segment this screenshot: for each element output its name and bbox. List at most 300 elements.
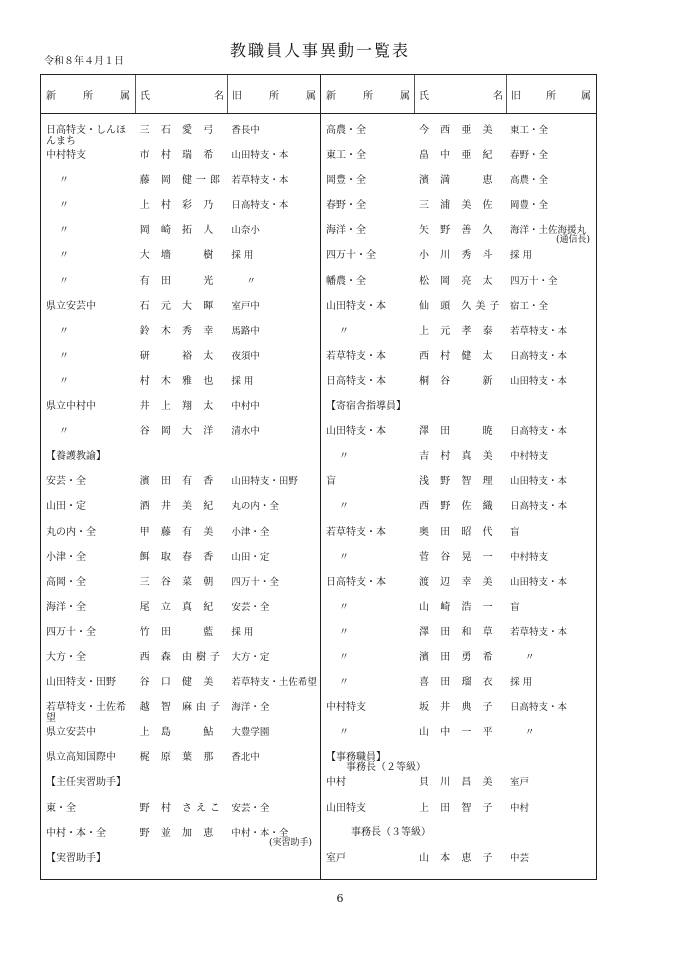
table-row (41, 426, 320, 451)
new-affiliation: 四万十・全 (326, 250, 376, 262)
section-heading (321, 401, 598, 426)
new-affiliation: 中村特支 (46, 150, 86, 162)
table-row (321, 175, 598, 200)
person-name: 谷 口 健 美 (139, 677, 218, 689)
new-affiliation: 山田特支・田野 (46, 677, 116, 689)
table-row (321, 426, 598, 451)
table-row (321, 652, 598, 677)
old-affiliation-text: 清水中 (231, 426, 260, 438)
table-row (41, 476, 320, 501)
old-affiliation-text: 若草特支・本 (510, 626, 568, 638)
person-name: 越 智 麻由子 (139, 702, 225, 714)
table-row (41, 677, 320, 702)
old-affiliation (226, 652, 320, 663)
old-affiliation-text: 山奈小 (231, 225, 260, 237)
person-name: 岡 崎 拓 人 (139, 225, 218, 237)
table-row (321, 602, 598, 627)
old-affiliation (226, 602, 320, 613)
old-affiliation-text: 盲 (510, 601, 520, 613)
person-name: 畠 中 亜 紀 (419, 150, 497, 162)
page-number: 6 (336, 892, 344, 905)
table-row (41, 250, 320, 275)
old-affiliation-text: 大豊学園 (231, 727, 270, 739)
section-subtitle: 事務長（２等級） (346, 762, 426, 774)
old-affiliation (505, 627, 598, 638)
new-affiliation: 安芸・全 (46, 476, 86, 488)
person-name: 坂 井 典 子 (419, 702, 497, 714)
old-affiliation (226, 476, 320, 487)
person-name: 渡 辺 幸 美 (419, 576, 497, 588)
person-name: 吉 村 真 美 (419, 451, 497, 463)
old-affiliation (505, 426, 598, 437)
new-affiliation: 〃 (339, 451, 349, 463)
old-affiliation (505, 677, 598, 688)
new-affiliation: 海洋・全 (326, 225, 366, 237)
old-affiliation (226, 527, 320, 538)
old-affiliation-text: 盲 (510, 526, 520, 538)
person-name: 市 村 瑞 希 (139, 150, 218, 162)
new-affiliation: 中村特支 (326, 702, 366, 714)
new-affiliation: 〃 (339, 551, 349, 563)
new-affiliation: 〃 (339, 501, 349, 513)
person-name: 上 田 智 子 (419, 802, 497, 814)
header-old-affiliation: 旧 所 属 (232, 91, 316, 102)
section-title: 【事務職員】 (326, 752, 386, 764)
person-name: 西 森 由樹子 (139, 651, 225, 663)
person-name: 濱 満 恵 (419, 175, 497, 187)
old-affiliation (226, 125, 320, 136)
new-affiliation: 大方・全 (46, 651, 86, 663)
person-name: 大 墻 樹 (139, 250, 218, 262)
old-affiliation (226, 702, 320, 713)
table-row (41, 125, 320, 150)
old-affiliation-text: 馬路中 (231, 325, 260, 337)
old-affiliation-text: 採 用 (231, 375, 254, 387)
table-row (321, 777, 598, 802)
person-name: 今 西 亜 美 (419, 125, 497, 136)
new-affiliation: 〃 (59, 325, 69, 337)
section-title: 【実習助手】 (46, 852, 106, 864)
new-affiliation: 〃 (59, 375, 69, 387)
table-row (41, 803, 320, 828)
table-row (321, 803, 598, 828)
old-affiliation-text: 中芸 (510, 852, 530, 864)
old-affiliation-text: 安芸・全 (231, 601, 270, 613)
new-affiliation: 盲 (326, 476, 336, 488)
person-name: 甲 藤 有 美 (139, 526, 218, 538)
new-affiliation: 〃 (59, 426, 69, 438)
person-name: 梶 原 葉 那 (139, 752, 218, 764)
person-name: 鈴 木 秀 幸 (139, 325, 218, 337)
header-new-affiliation: 新 所 属 (46, 91, 130, 102)
old-affiliation (226, 677, 320, 688)
old-affiliation (505, 200, 598, 211)
old-affiliation (226, 225, 320, 236)
old-affiliation (505, 150, 598, 161)
table-row (41, 577, 320, 602)
old-affiliation (505, 326, 598, 337)
section-heading (321, 752, 598, 777)
old-affiliation-text: 宿工・全 (510, 300, 549, 312)
old-affiliation-text: 中村 (510, 802, 530, 814)
new-affiliation: 中村 (326, 777, 346, 789)
person-name: 小 川 秀 斗 (419, 250, 497, 262)
old-affiliation (226, 401, 320, 412)
new-affiliation: 岡豊・全 (326, 175, 366, 187)
old-affiliation (226, 376, 320, 387)
table-row (321, 476, 598, 501)
old-affiliation-text: 小津・全 (231, 526, 270, 538)
person-name: 三 谷 菜 朝 (139, 576, 218, 588)
old-affiliation (226, 150, 320, 161)
old-affiliation (505, 276, 598, 287)
old-affiliation (505, 552, 598, 563)
old-affiliation-text: 中村・本・全 (231, 827, 289, 839)
table-row (321, 301, 598, 326)
old-affiliation (226, 752, 320, 763)
new-affiliation: 〃 (339, 325, 349, 337)
old-affiliation (226, 250, 320, 261)
person-name: 有 田 光 (139, 275, 218, 287)
new-affiliation: 県立安芸中 (46, 300, 96, 312)
table-row (41, 752, 320, 777)
personnel-table (40, 74, 597, 880)
old-affiliation (226, 351, 320, 362)
table-row (321, 150, 598, 175)
old-affiliation (505, 652, 598, 663)
old-affiliation-text: 中村特支 (510, 551, 549, 563)
table-row (321, 225, 598, 250)
person-name: 西 野 佐 織 (419, 501, 497, 513)
col-divider (414, 75, 415, 113)
table-row (321, 702, 598, 727)
table-row (321, 853, 598, 878)
old-affiliation (505, 225, 598, 245)
table-row (41, 652, 320, 677)
old-affiliation (505, 376, 598, 387)
person-name: 奥 田 昭 代 (419, 526, 497, 538)
person-name: 西 村 健 太 (419, 350, 497, 362)
person-name: 野 村 さえこ (139, 802, 225, 814)
old-affiliation (505, 351, 598, 362)
new-affiliation: 〃 (339, 601, 349, 613)
table-row (41, 150, 320, 175)
old-affiliation-text: 採 用 (231, 250, 254, 262)
old-affiliation-text: 若草特支・本 (510, 325, 568, 337)
table-row (41, 501, 320, 526)
old-affiliation-text: 中村中 (231, 401, 260, 413)
person-name: 濱 田 有 香 (139, 476, 218, 488)
person-name: 浅 野 智 理 (419, 476, 497, 488)
new-affiliation: 〃 (339, 727, 349, 739)
role-note: (実習助手) (268, 837, 313, 848)
person-name: 井 上 翔 太 (139, 401, 218, 413)
table-row (321, 326, 598, 351)
new-affiliation: 〃 (59, 350, 69, 362)
new-affiliation: 東・全 (46, 802, 76, 814)
old-affiliation (505, 602, 598, 613)
old-affiliation-text: 採 用 (510, 250, 533, 262)
section-subtitle: 事務長（３等級） (351, 826, 431, 838)
section-heading (41, 777, 320, 802)
new-affiliation: 県立安芸中 (46, 727, 96, 739)
old-affiliation-text: 日高特支・本 (510, 350, 568, 362)
section-title: 【主任実習助手】 (46, 777, 126, 789)
old-affiliation-text: 夜須中 (231, 350, 260, 362)
person-name: 矢 野 善 久 (419, 225, 497, 237)
col-divider (506, 75, 507, 113)
person-name: 桐 谷 新 (419, 375, 497, 387)
old-affiliation (226, 175, 320, 186)
table-row (41, 627, 320, 652)
header-name-right: 氏 名 (419, 91, 503, 102)
new-affiliation: 春野・全 (326, 200, 366, 212)
person-name: 仙 頭 久美子 (419, 300, 504, 312)
old-affiliation-text: 山田特支・本 (231, 150, 289, 162)
old-affiliation-text: 採 用 (231, 626, 254, 638)
page-title: 教職員人事異動一覧表 (230, 41, 411, 60)
new-affiliation: 〃 (339, 651, 349, 663)
old-affiliation-text: 〃 (524, 727, 535, 739)
old-affiliation-text: 室戸中 (231, 300, 260, 312)
person-name: 澤 田 暁 (419, 426, 497, 438)
old-affiliation-text: 若草特支・本 (231, 175, 289, 187)
old-affiliation (505, 527, 598, 538)
new-affiliation: 日高特支・本 (326, 375, 386, 387)
old-affiliation (226, 200, 320, 211)
person-name: 山 崎 浩 一 (419, 601, 497, 613)
old-affiliation (226, 828, 320, 848)
col-divider (135, 75, 136, 113)
table-row (41, 200, 320, 225)
person-name: 三 石 愛 弓 (139, 125, 218, 136)
table-row (41, 401, 320, 426)
old-affiliation (226, 501, 320, 512)
new-affiliation: 四万十・全 (46, 626, 96, 638)
old-affiliation-text: 香長中 (231, 125, 260, 136)
person-name: 澤 田 和 草 (419, 626, 497, 638)
old-affiliation (505, 803, 598, 814)
table-row (321, 577, 598, 602)
new-affiliation: 東工・全 (326, 150, 366, 162)
table-row (41, 175, 320, 200)
old-affiliation (505, 501, 598, 512)
new-affiliation: 室戸 (326, 852, 346, 864)
old-affiliation (226, 301, 320, 312)
new-affiliation: 若草特支・本 (326, 350, 386, 362)
table-row (321, 276, 598, 301)
old-affiliation-text: 大方・定 (231, 651, 270, 663)
new-affiliation: 若草特支・本 (326, 526, 386, 538)
new-affiliation: 中村・本・全 (46, 827, 106, 839)
old-affiliation (505, 301, 598, 312)
person-name: 喜 田 瑠 衣 (419, 677, 497, 689)
old-affiliation (226, 276, 320, 287)
old-affiliation-text: 四万十・全 (510, 275, 558, 287)
person-name: 酒 井 美 紀 (139, 501, 218, 513)
header-name: 氏 名 (140, 91, 224, 102)
person-name: 濱 田 勇 希 (419, 651, 497, 663)
table-row (41, 828, 320, 853)
new-affiliation: 〃 (59, 225, 69, 237)
old-affiliation-text: 海洋・全 (231, 702, 270, 714)
table-row (41, 351, 320, 376)
left-column (41, 125, 320, 878)
old-affiliation (505, 175, 598, 186)
col-divider (227, 75, 228, 113)
old-affiliation-text: 日高特支・本 (231, 200, 289, 212)
header-old-affiliation-right: 旧 所 属 (511, 91, 591, 102)
table-row (41, 702, 320, 727)
new-affiliation: 海洋・全 (46, 601, 86, 613)
header-divider (41, 113, 596, 114)
old-affiliation (505, 727, 598, 738)
old-affiliation-text: 四万十・全 (231, 576, 279, 588)
table-row (321, 552, 598, 577)
person-name: 貝 川 昌 美 (419, 777, 497, 789)
old-affiliation-text: 香北中 (231, 752, 260, 764)
table-row (41, 225, 320, 250)
old-affiliation (505, 125, 598, 136)
section-heading (41, 451, 320, 476)
table-row (41, 727, 320, 752)
section-title: 【寄宿舎指導員】 (326, 401, 406, 413)
table-row (321, 677, 598, 702)
table-row (321, 451, 598, 476)
table-row (321, 125, 598, 150)
person-name: 菅 谷 晃 一 (419, 551, 497, 563)
new-affiliation: 〃 (59, 275, 69, 287)
person-name: 研 裕 太 (139, 350, 218, 362)
table-row (41, 602, 320, 627)
new-affiliation: 高岡・全 (46, 576, 86, 588)
table-row (321, 727, 598, 752)
person-name: 山 本 恵 子 (419, 852, 497, 864)
new-affiliation: 高農・全 (326, 125, 366, 136)
table-row (321, 627, 598, 652)
new-affiliation: 日高特支・本 (326, 576, 386, 588)
new-affiliation: 〃 (339, 626, 349, 638)
new-affiliation: 幡農・全 (326, 275, 366, 287)
new-affiliation: 〃 (339, 677, 349, 689)
person-name: 谷 岡 大 洋 (139, 426, 218, 438)
old-affiliation (505, 853, 598, 864)
old-affiliation-text: 日高特支・本 (510, 501, 568, 513)
new-affiliation: 小津・全 (46, 551, 86, 563)
old-affiliation (505, 777, 598, 788)
old-affiliation-text: 若草特支・土佐希望 (231, 677, 317, 689)
person-name: 竹 田 藍 (139, 626, 218, 638)
old-affiliation (226, 326, 320, 337)
old-affiliation (226, 426, 320, 437)
new-affiliation: 若草特支・土佐希望 (46, 702, 126, 725)
right-column (321, 125, 598, 878)
old-affiliation-text: 山田・定 (231, 551, 270, 563)
person-name: 松 岡 亮 太 (419, 275, 497, 287)
person-name: 野 並 加 恵 (139, 827, 218, 839)
old-affiliation-text: 山田特支・田野 (231, 476, 298, 488)
person-name: 上 村 彩 乃 (139, 200, 218, 212)
old-affiliation (505, 451, 598, 462)
new-affiliation: 丸の内・全 (46, 526, 96, 538)
old-affiliation (226, 727, 320, 738)
section-heading (321, 828, 598, 853)
issue-date: 令和８年４月１日 (44, 56, 124, 67)
old-affiliation (505, 702, 598, 713)
old-affiliation-text: 室戸 (510, 777, 530, 789)
old-affiliation-text: 日高特支・本 (510, 702, 568, 714)
old-affiliation-text: 春野・全 (510, 150, 549, 162)
old-affiliation-text: 丸の内・全 (231, 501, 279, 513)
table-row (41, 301, 320, 326)
old-affiliation-text: 山田特支・本 (510, 576, 568, 588)
old-affiliation-text: 採 用 (510, 677, 533, 689)
table-row (41, 326, 320, 351)
new-affiliation: 山田特支・本 (326, 300, 386, 312)
person-name: 上 元 孝 泰 (419, 325, 497, 337)
old-affiliation (505, 577, 598, 588)
old-affiliation-text: 〃 (246, 275, 256, 287)
old-affiliation-text: 山田特支・本 (510, 375, 568, 387)
old-affiliation-text: 日高特支・本 (510, 426, 568, 438)
table-row (321, 200, 598, 225)
person-name: 餌 取 春 香 (139, 551, 218, 563)
old-affiliation (226, 803, 320, 814)
old-affiliation-text: 山田特支・本 (510, 476, 568, 488)
person-name: 尾 立 真 紀 (139, 601, 218, 613)
old-affiliation-text: 〃 (524, 651, 535, 663)
new-affiliation: 山田特支・本 (326, 426, 386, 438)
table-row (321, 376, 598, 401)
role-note: (通信長) (555, 235, 591, 246)
person-name: 村 木 雅 也 (139, 375, 218, 387)
old-affiliation (226, 577, 320, 588)
table-row (321, 527, 598, 552)
person-name: 上 島 鮎 (139, 727, 218, 739)
section-title: 【養護教諭】 (46, 451, 106, 463)
new-affiliation: 山田・定 (46, 501, 86, 513)
old-affiliation-text: 岡豊・全 (510, 200, 549, 212)
new-affiliation: 県立高知国際中 (46, 752, 116, 764)
table-row (41, 527, 320, 552)
table-row (41, 376, 320, 401)
old-affiliation (226, 552, 320, 563)
old-affiliation-text: 中村特支 (510, 451, 549, 463)
table-row (321, 351, 598, 376)
new-affiliation: 山田特支 (326, 802, 366, 814)
new-affiliation: 〃 (59, 175, 69, 187)
new-affiliation: 〃 (59, 200, 69, 212)
old-affiliation (505, 476, 598, 487)
new-affiliation: 〃 (59, 250, 69, 262)
old-affiliation-text: 海洋・土佐海援丸 (510, 225, 587, 237)
old-affiliation (505, 250, 598, 261)
person-name: 石 元 大 暉 (139, 300, 218, 312)
table-row (321, 501, 598, 526)
section-heading (41, 853, 320, 878)
new-affiliation: 日高特支・しんほんまち (46, 125, 126, 147)
old-affiliation-text: 東工・全 (510, 125, 549, 136)
table-row (41, 552, 320, 577)
old-affiliation (226, 627, 320, 638)
person-name: 藤 岡 健一郎 (139, 175, 225, 187)
table-row (41, 276, 320, 301)
new-affiliation: 県立中村中 (46, 401, 96, 413)
table-row (321, 250, 598, 275)
person-name: 山 中 一 平 (419, 727, 497, 739)
old-affiliation-text: 高農・全 (510, 175, 549, 187)
person-name: 三 浦 美 佐 (419, 200, 497, 212)
